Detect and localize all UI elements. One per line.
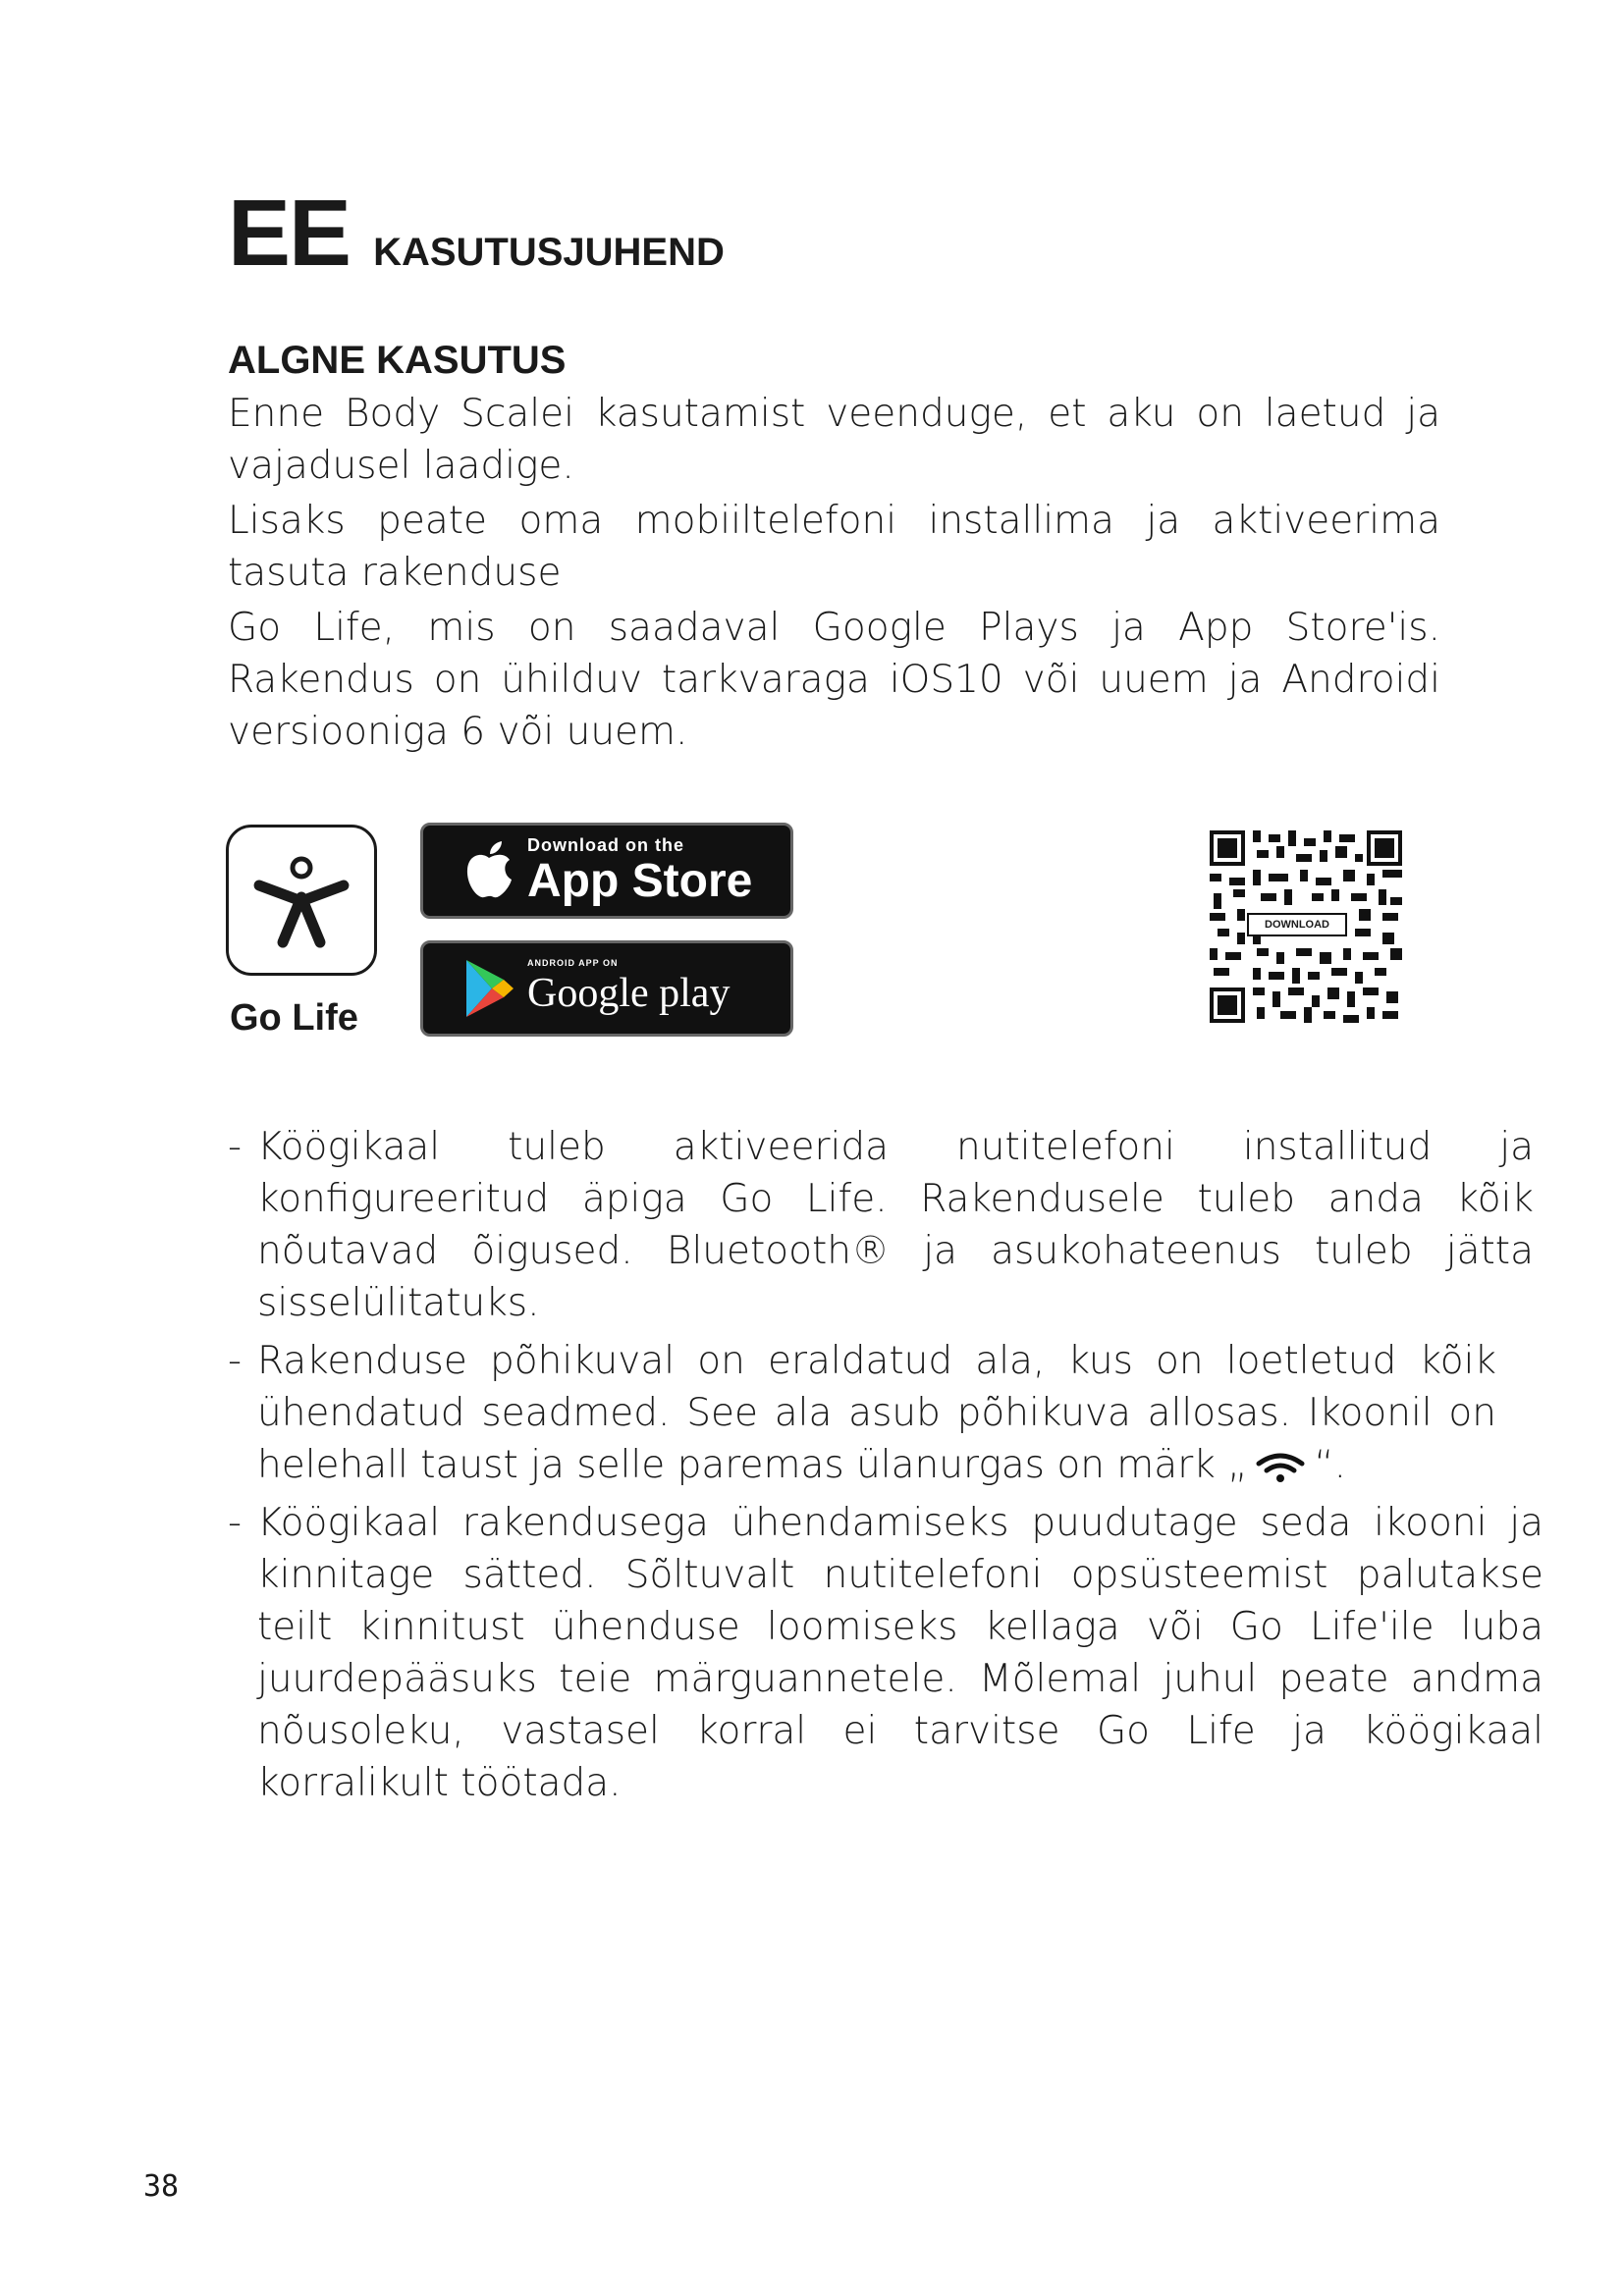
list-item-text-end: “. <box>1314 1443 1347 1487</box>
golife-app-name: Go Life <box>230 997 358 1039</box>
instruction-list <box>228 1121 1543 1815</box>
intro-paragraph: Go Life, mis on saadaval Google Plays ja App Store'is. Rakendus on ühilduv tarkvaraga iOS10 või uuem ja Androidi versiooniga 6 või uuem. <box>228 606 1440 754</box>
google-play-caption: ANDROID APP ON <box>527 958 619 968</box>
intro-paragraph: Enne Body Scalei kasutamist veenduge, et aku on laetud ja vajadusel laadige. <box>228 392 1440 488</box>
list-item <box>228 1497 1543 1809</box>
google-play-icon <box>462 958 515 1019</box>
golife-app-icon[interactable] <box>226 825 377 976</box>
list-item-text: Rakenduse põhikuval on eraldatud ala, kus on loetletud kõik ühendatud seadmed. See ala asub põhikuva allosas. Ikoonil on helehall taust ja selle paremas ülanurgas on märk „ <box>257 1339 1496 1487</box>
list-item-text: Köögikaal rakendusega ühendamiseks puudutage seda ikooni ja kinnitage sätted. Sõltuvalt nutitelefoni opsüsteemist palutakse teilt kinnitust ühenduse loomiseks kellaga või Go Life'ile luba juurdepääsuks teie märguannetele. Mõlemal juhul peate andma nõusoleku, vastasel korral ei tarvitse Go Life ja köögikaal korralikult töötada. <box>257 1501 1543 1805</box>
intro-paragraph: Lisaks peate oma mobiiltelefoni installima ja aktiveerima tasuta rakenduse <box>228 499 1440 595</box>
intro-text <box>228 388 1440 758</box>
golife-figure-icon <box>247 846 355 954</box>
bullet-dash: - <box>228 1501 243 1545</box>
page-number: 38 <box>143 2169 180 2204</box>
section-title: ALGNE KASUTUS <box>228 339 567 382</box>
apple-icon <box>462 840 515 901</box>
google-play-button[interactable] <box>420 940 793 1037</box>
app-store-name: App Store <box>527 854 753 907</box>
list-item <box>228 1335 1496 1491</box>
app-store-caption: Download on the <box>527 834 684 855</box>
google-play-name: Google play <box>527 971 731 1016</box>
app-store-button[interactable] <box>420 823 793 919</box>
manual-title: KASUTUSJUHEND <box>373 231 725 274</box>
list-item <box>228 1121 1534 1329</box>
list-item-text: Köögikaal tuleb aktiveerida nutitelefoni installitud ja konfigureeritud äpiga Go Life. Rakendusele tuleb anda kõik nõutavad õigused. Bluetooth® ja asukohateenus tuleb jätta sisselülitatuks. <box>257 1125 1534 1325</box>
app-badges <box>224 823 1412 1048</box>
qr-code-label: DOWNLOAD <box>1247 913 1347 936</box>
bullet-dash: - <box>228 1339 243 1383</box>
page-heading <box>228 181 725 286</box>
bullet-dash: - <box>228 1125 243 1169</box>
language-code: EE <box>228 181 351 286</box>
wifi-signal-icon <box>1253 1452 1308 1483</box>
